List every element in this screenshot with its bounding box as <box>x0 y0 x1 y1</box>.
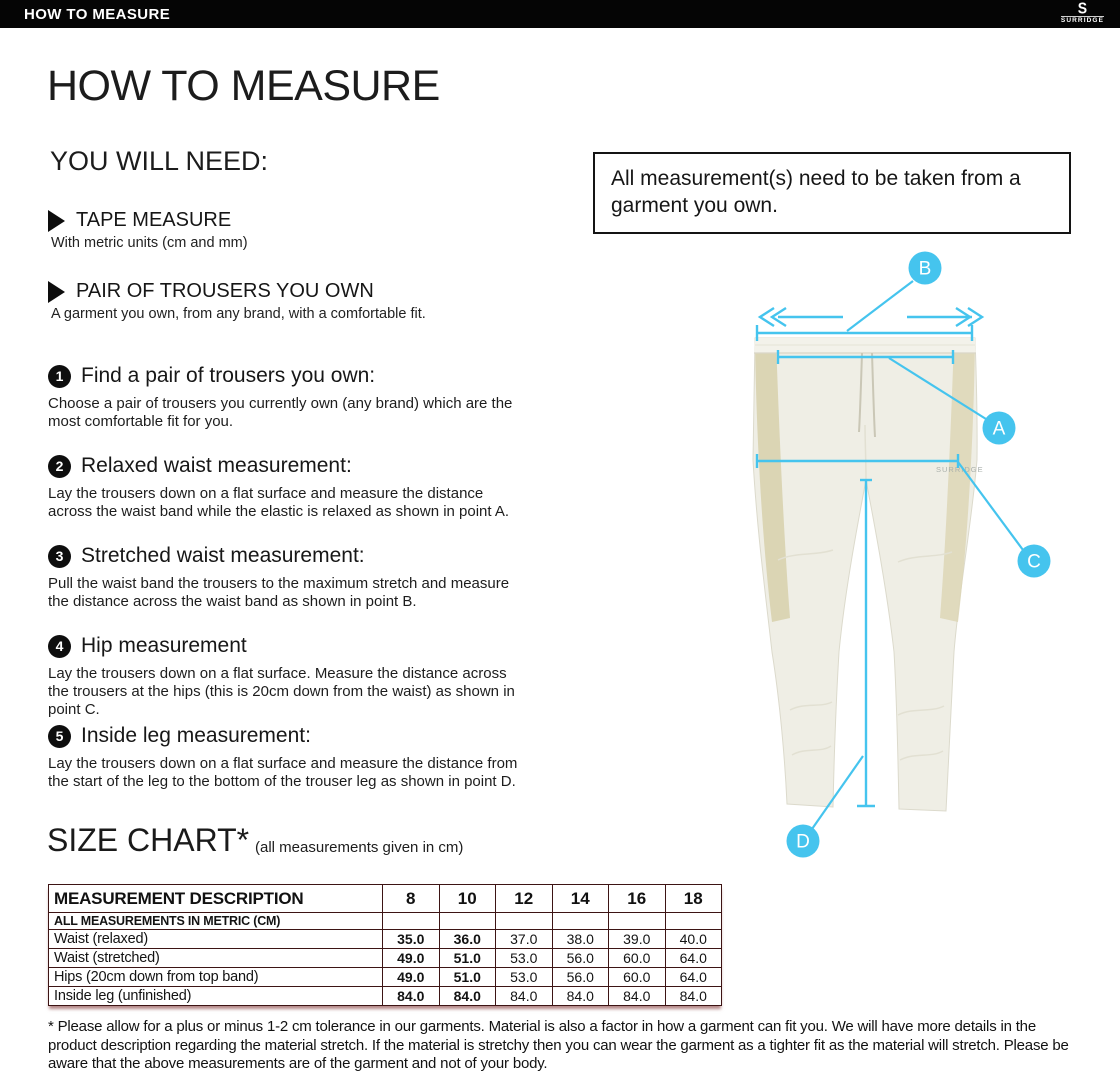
step-title: Hip measurement <box>81 634 247 657</box>
stretch-arrow-right-icon <box>907 308 982 326</box>
need-item-tape-measure <box>48 209 248 251</box>
value-cell: 60.0 <box>609 949 666 968</box>
value-cell: 49.0 <box>383 949 440 968</box>
table-row <box>49 949 722 968</box>
value-cell: 36.0 <box>439 930 496 949</box>
value-cell: 39.0 <box>609 930 666 949</box>
step-description: Choose a pair of trousers you currently own (any brand) which are the most comfortable fit for you. <box>48 395 513 430</box>
value-cell: 56.0 <box>552 968 609 987</box>
step-1 <box>48 364 533 431</box>
step-2 <box>48 454 533 521</box>
surridge-logo-icon: S <box>1077 0 1088 17</box>
point-label-b: B <box>918 258 932 280</box>
step-description: Pull the waist band the trousers to the maximum stretch and measure the distance across the waist band as shown in point B. <box>48 575 510 610</box>
step-description: Lay the trousers down on a flat surface. Measure the distance across the trousers at the hips (this is 20cm down from the waist) as shown in point C. <box>48 665 515 718</box>
point-badge-a <box>983 412 1016 445</box>
step-3 <box>48 544 533 611</box>
size-chart-table <box>48 884 722 1006</box>
table-row <box>49 968 722 987</box>
point-label-d: D <box>796 831 810 853</box>
value-cell: 84.0 <box>496 987 553 1006</box>
step-5 <box>48 724 533 791</box>
step-title: Find a pair of trousers you own: <box>81 364 376 387</box>
point-badge-b <box>909 252 942 285</box>
need-item-trousers <box>48 280 426 322</box>
row-label-cell: Waist (relaxed) <box>49 930 383 949</box>
value-cell: 51.0 <box>439 949 496 968</box>
column-header: 8 <box>383 885 440 913</box>
step-number-badge: 3 <box>48 545 71 568</box>
column-header: MEASUREMENT DESCRIPTION <box>49 885 383 913</box>
row-label-cell: Inside leg (unfinished) <box>49 987 383 1006</box>
trousers-measurement-diagram <box>700 240 1120 870</box>
column-header: 16 <box>609 885 666 913</box>
measure-line-b <box>757 281 972 341</box>
value-cell: 60.0 <box>609 968 666 987</box>
step-number-badge: 4 <box>48 635 71 658</box>
column-header: 18 <box>665 885 722 913</box>
surridge-logo-text: SURRIDGE <box>1060 17 1104 24</box>
step-title: Stretched waist measurement: <box>81 544 365 567</box>
step-title: Inside leg measurement: <box>81 724 311 747</box>
need-item-description: With metric units (cm and mm) <box>51 235 248 251</box>
top-bar <box>0 0 1120 28</box>
need-item-title: PAIR OF TROUSERS YOU OWN <box>76 280 374 302</box>
table-header-row <box>49 885 722 913</box>
value-cell: 38.0 <box>552 930 609 949</box>
metric-note-cell: ALL MEASUREMENTS IN METRIC (CM) <box>49 913 383 930</box>
step-title: Relaxed waist measurement: <box>81 454 352 477</box>
need-item-description: A garment you own, from any brand, with a comfortable fit. <box>51 306 426 322</box>
value-cell: 40.0 <box>665 930 722 949</box>
step-number-badge: 1 <box>48 365 71 388</box>
value-cell: 84.0 <box>609 987 666 1006</box>
value-cell: 84.0 <box>665 987 722 1006</box>
tolerance-footnote: * Please allow for a plus or minus 1-2 cm tolerance in our garments. Material is also a factor in how a garment can fit you. We will have more details in the product description regarding the material stretch. If the material is stretchy then you can wear the garment as a tighter fit as the material will stretch. Please be aware that the above measurements are of the garment and not of your body. <box>48 1018 1069 1072</box>
value-cell: 37.0 <box>496 930 553 949</box>
point-badge-d <box>787 825 820 858</box>
value-cell: 84.0 <box>552 987 609 1006</box>
point-badge-c <box>1018 545 1051 578</box>
size-chart-heading: SIZE CHART* <box>47 822 250 858</box>
value-cell: 64.0 <box>665 968 722 987</box>
step-number-badge: 5 <box>48 725 71 748</box>
table-row <box>49 913 722 930</box>
size-chart-subheading: (all measurements given in cm) <box>255 839 464 856</box>
row-label-cell: Hips (20cm down from top band) <box>49 968 383 987</box>
page-title: HOW TO MEASURE <box>47 62 440 110</box>
step-4 <box>48 634 533 719</box>
value-cell: 53.0 <box>496 968 553 987</box>
surridge-logo <box>1061 1 1104 25</box>
step-description: Lay the trousers down on a flat surface and measure the distance from the start of the leg to the bottom of the trouser leg as shown in point D. <box>48 755 518 790</box>
you-will-need-heading: YOU WILL NEED: <box>50 146 269 176</box>
triangle-bullet-icon <box>48 281 65 303</box>
trousers-illustration <box>753 338 984 811</box>
row-label-cell: Waist (stretched) <box>49 949 383 968</box>
triangle-bullet-icon <box>48 210 65 232</box>
table-row <box>49 987 722 1006</box>
point-label-a: A <box>992 418 1006 440</box>
stretch-arrow-left-icon <box>760 308 843 326</box>
garment-watermark: SURRIDGE <box>936 465 984 474</box>
value-cell: 53.0 <box>496 949 553 968</box>
value-cell: 35.0 <box>383 930 440 949</box>
column-header: 10 <box>439 885 496 913</box>
point-label-c: C <box>1027 551 1041 573</box>
step-number-badge: 2 <box>48 455 71 478</box>
value-cell: 64.0 <box>665 949 722 968</box>
note-box: All measurement(s) need to be taken from a garment you own. <box>593 152 1071 234</box>
value-cell: 49.0 <box>383 968 440 987</box>
value-cell: 84.0 <box>383 987 440 1006</box>
top-bar-title: HOW TO MEASURE <box>24 5 171 23</box>
value-cell: 51.0 <box>439 968 496 987</box>
step-description: Lay the trousers down on a flat surface and measure the distance across the waist band while the elastic is relaxed as shown in point A. <box>48 485 510 520</box>
column-header: 14 <box>552 885 609 913</box>
value-cell: 56.0 <box>552 949 609 968</box>
value-cell: 84.0 <box>439 987 496 1006</box>
table-row <box>49 930 722 949</box>
column-header: 12 <box>496 885 553 913</box>
need-item-title: TAPE MEASURE <box>76 209 232 231</box>
